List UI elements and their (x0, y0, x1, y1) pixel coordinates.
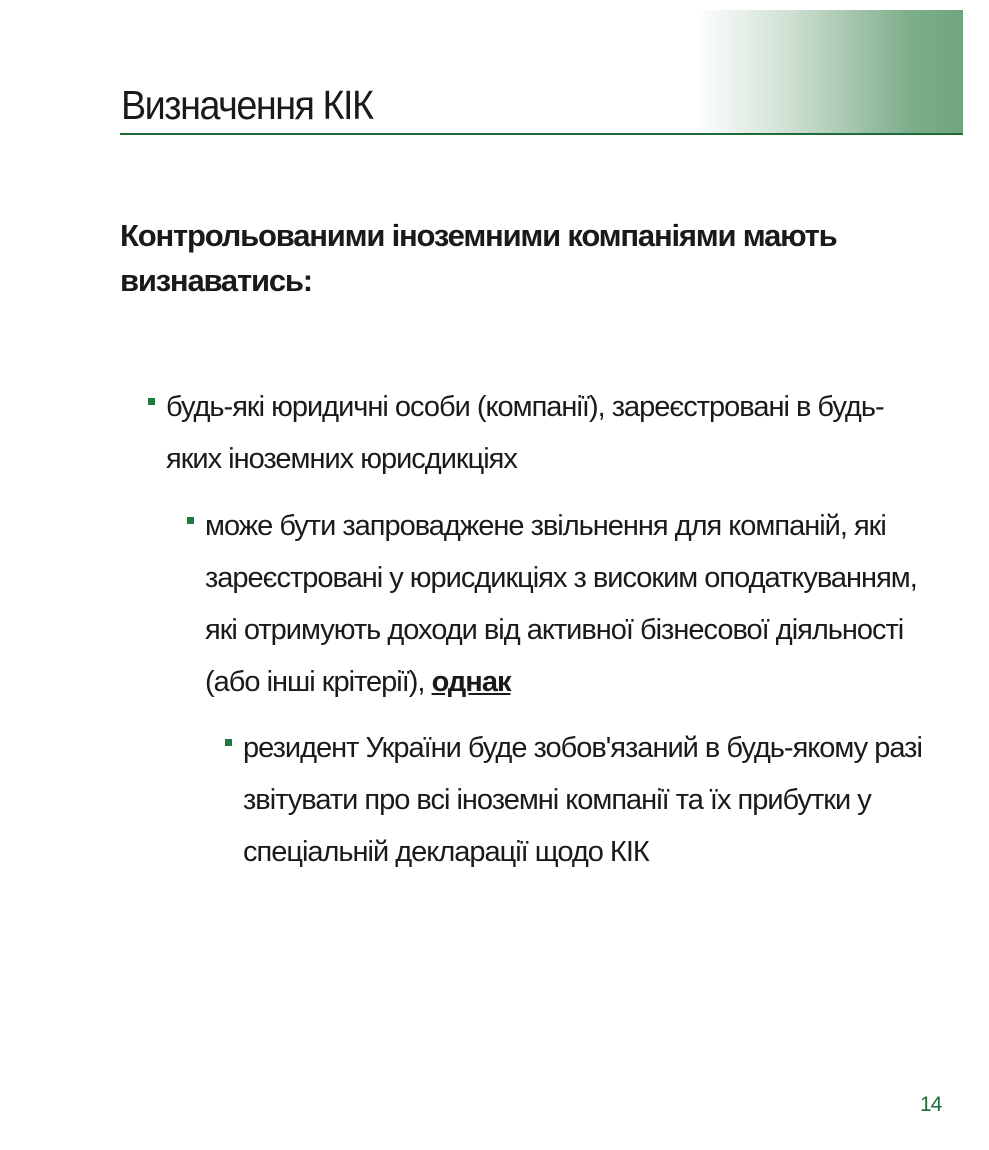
bullet-square-icon (225, 739, 232, 746)
header-gradient-banner (695, 10, 963, 133)
bullet-level-1 (166, 381, 886, 485)
page-number: 14 (920, 1093, 942, 1116)
bullet-square-icon (187, 517, 194, 524)
title-underline-rule (120, 133, 963, 135)
bullet-level-1-text: будь-які юридичні особи (компанії), зареєстровані в будь-яких іноземних юрисдикціях (166, 391, 884, 475)
bullet-level-2-text: може бути запроваджене звільнення для компаній, які зареєстровані у юрисдикціях з високим оподаткуванням, які отримують доходи від активної бізнесової діяльності (або інші крітерії), (205, 510, 917, 698)
bullet-level-2 (205, 500, 925, 708)
bullet-level-3-text: резидент України буде зобов'язаний в будь-якому разі звітувати про всі іноземні компанії та їх прибутки у спеціальній декларації щодо КІК (243, 732, 922, 868)
bullet-level-3 (243, 722, 943, 878)
lead-paragraph: Контрольованими іноземними компаніями мають визнаватись: (120, 218, 837, 298)
bullet-square-icon (148, 398, 155, 405)
bullet-level-2-emphasis: однак (431, 666, 511, 698)
slide-title: Визначення КІК (121, 82, 373, 128)
